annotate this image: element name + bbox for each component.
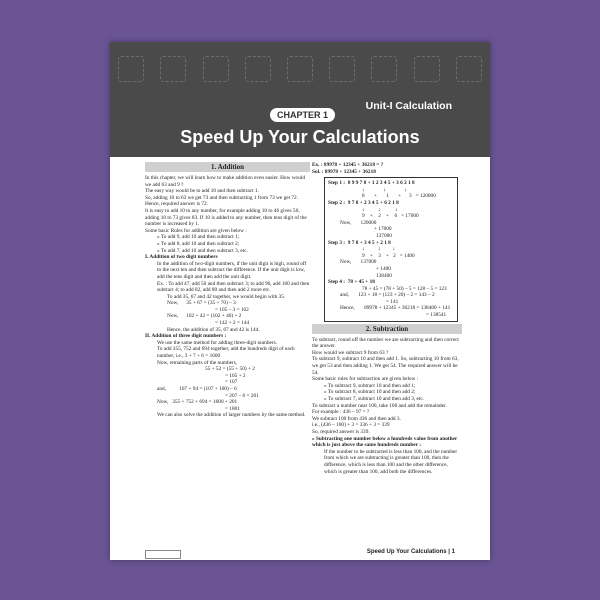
chapter-title: Speed Up Your Calculations — [180, 127, 420, 147]
step-line: = 138541 — [426, 312, 447, 319]
abacus-icon — [287, 56, 313, 82]
paragraph: i.e., (436 – 100) + 3 = 336 + 3 = 339 — [312, 422, 390, 429]
cube-icon — [245, 56, 271, 82]
step-line: Now, 137000 — [340, 259, 377, 266]
step-arrows: ↓ ↓ ↓ — [362, 246, 396, 253]
calc-line: = 107 — [225, 379, 238, 386]
venn-icon — [371, 56, 397, 82]
subheading: » Subtracting one number below a hundreds value from another which is just above the same hundreds number : — [312, 435, 458, 449]
subheading: I. Addition of two digit numbers — [145, 254, 218, 261]
rule-item: » To add 7, add 10 and then subtract 3, etc. — [157, 247, 248, 254]
paragraph: Hence, the addition of 35, 67 and 42 is 144. — [167, 326, 260, 333]
rule-item: » To subtract 7, subtract 10 and then add 3, etc. — [324, 396, 425, 402]
calc-line: Now, 102 + 42 = (102 + 40) + 2 — [167, 313, 242, 320]
step-line: Now, 120000 — [340, 219, 377, 226]
paragraph: For example : 436 – 97 = ? — [312, 409, 370, 416]
paragraph: To add 35, 67 and 42 together, we would begin with 35. — [167, 293, 286, 300]
paragraph: In the addition of two-digit numbers, if the unit digit is high, round off to the next ten and then subtract the difference. If the unit digit is low, add the tens digit and then add the unit digit. — [157, 260, 307, 280]
calculator-icon — [118, 56, 144, 82]
paragraph: The easy way would be to add 10 and then subtract 1. — [145, 188, 259, 195]
step-line: Step 2 : 9 7 8 + 2 3 4 5 + 6 2 1 8 — [328, 199, 399, 206]
paragraph: To add 355, 752 and 694 together, add the hundreds digit of each number, i.e., 3 + 7 + 6 = 1600 — [157, 346, 295, 360]
calc-line: = 105 + 2 — [225, 372, 246, 379]
grid-icon — [160, 56, 186, 82]
right-column — [312, 162, 462, 475]
chapter-banner — [110, 42, 490, 157]
step-line: = 141 — [386, 298, 399, 305]
paragraph: In this chapter, we will learn how to make addition even easier. How would we add 63 and 9 ? — [145, 175, 305, 188]
calc-line: = 142 + 2 = 144 — [215, 320, 250, 327]
footer-text: Speed Up Your Calculations | 1 — [366, 549, 455, 555]
step-line: 8 + 1 + 3 = 120000 — [362, 193, 436, 200]
book-page — [110, 42, 490, 560]
triangle-icon — [456, 56, 482, 82]
calc-line: 55 + 52 = (55 + 50) + 2 — [205, 366, 255, 373]
step-line: 9 + 3 + 2 = 1400 — [362, 252, 415, 259]
calc-line: = 1801 — [225, 405, 240, 412]
solution-steps-box — [324, 177, 458, 321]
paragraph: We subtract 100 from 436 and then add 3. — [312, 415, 401, 422]
step-line: Step 1 : 8 9 9 7 8 + 1 2 3 4 5 + 3 6 2 1 8 — [328, 180, 415, 187]
calc-line: Now, 35 + 67 = (35 + 70) – 3 — [167, 300, 236, 307]
paragraph: So, required answer is 339. — [312, 428, 370, 435]
calc-line: Now, 355 + 752 + 694 = 1600 + 201 — [157, 399, 238, 406]
paragraph: We use the same method for adding three-digit numbers. — [157, 339, 278, 346]
calc-line: = 105 – 3 = 102 — [215, 306, 249, 313]
chart-icon — [329, 56, 355, 82]
banner-icon-strip — [110, 50, 490, 90]
pencil-icon — [414, 56, 440, 82]
paragraph: To subtract a number near 100, take 100 and add the remainder. — [312, 402, 447, 409]
step-line: 78 + 45 = (78 + 50) – 5 = 128 – 5 = 123 — [362, 285, 447, 292]
step-arrows: ↓ ↓ ↓ — [362, 206, 398, 213]
paragraph: It is easy to add 10 to any number, for example adding 10 to 46 gives 56; adding 10 to 73 gives 83. If 10 is added to any number, then tens digit of the number is increased by 1. — [145, 207, 307, 228]
example: Ex. : 89978 + 12345 + 36218 = ? — [312, 162, 384, 168]
paragraph: We can also solve the addition of larger numbers by the same method. — [157, 412, 306, 419]
rule-item: » To add 9, add 10 and then subtract 1; — [157, 234, 240, 241]
step-line: Step 4 : 78 + 45 + 18 — [328, 279, 375, 286]
section-heading-addition: 1. Addition — [145, 162, 310, 172]
paragraph: To subtract, round off the number we are subtracting and then correct the answer. — [312, 336, 459, 350]
calc-line: and, 107 + 94 = (107 + 100) – 6 — [157, 386, 237, 392]
step-line: Hence, 89978 + 12345 + 36218 = 138400 + 141 — [340, 305, 451, 312]
paragraph: If the number to be subtracted is less than 100, and the number from which we are subtracting is greater than 100, then the difference, which is less than 100 and the other difference, which is greater than 100, add both the differences. — [324, 448, 458, 475]
paragraph: To subtract 9, subtract 10 and then add 1. So, subtracting 10 from 63, we get 53 and then adding 1. We get 54. The required answer will be 54. — [312, 356, 459, 376]
example: Ex. : To add 47, add 50 and then subtract 3; to add 96, add 100 and then subtract 4; to add 82, add 80 and then add 2 more etc. — [157, 280, 310, 294]
paragraph: Now, remaining parts of the numbers, — [157, 359, 238, 366]
chapter-badge: CHAPTER 1 — [270, 108, 335, 122]
page-footer — [110, 550, 490, 560]
step-line: + 1400 — [376, 265, 391, 272]
rule-item: » To subtract 9, subtract 10 and then add 1; — [324, 382, 416, 389]
step-line: 137000 — [376, 232, 392, 239]
left-column — [145, 162, 310, 419]
section-heading-subtraction: 2. Subtraction — [312, 324, 462, 334]
step-line: and, 123 + 18 = (123 + 20) – 2 = 143 – 2 — [340, 292, 435, 299]
paragraph: Some basic rules for subtraction are given below : — [312, 376, 419, 383]
rule-item: » To add 8, add 10 and then subtract 2; — [157, 240, 240, 247]
subheading: II. Addition of three digit numbers : — [145, 333, 227, 340]
step-arrows: ↓ ↓ ↓ — [362, 186, 408, 193]
rule-item: » To subtract 8, subtract 10 and then add 2; — [324, 389, 416, 396]
step-line: 138400 — [376, 272, 392, 279]
solution: Sol. : 89978 + 12345 + 36218 — [312, 168, 376, 175]
publisher-logo — [145, 550, 181, 559]
paragraph: How would we subtract 9 from 63 ? — [312, 349, 389, 356]
step-line: 9 + 2 + 6 = 17000 — [362, 213, 419, 220]
calendar-icon — [203, 56, 229, 82]
calc-line: = 207 – 6 = 201 — [225, 392, 259, 399]
paragraph: So, adding 10 to 63 we get 73 and then subtracting 1 from 73 we get 72. Hence, required answer is 72. — [145, 194, 298, 208]
paragraph: Some basic Rules for addition are given below : — [145, 227, 247, 234]
step-line: + 17000 — [374, 226, 392, 233]
step-line: Step 3 : 9 7 8 + 3 4 5 + 2 1 8 — [328, 239, 391, 246]
unit-label: Unit-I Calculation — [365, 100, 452, 112]
